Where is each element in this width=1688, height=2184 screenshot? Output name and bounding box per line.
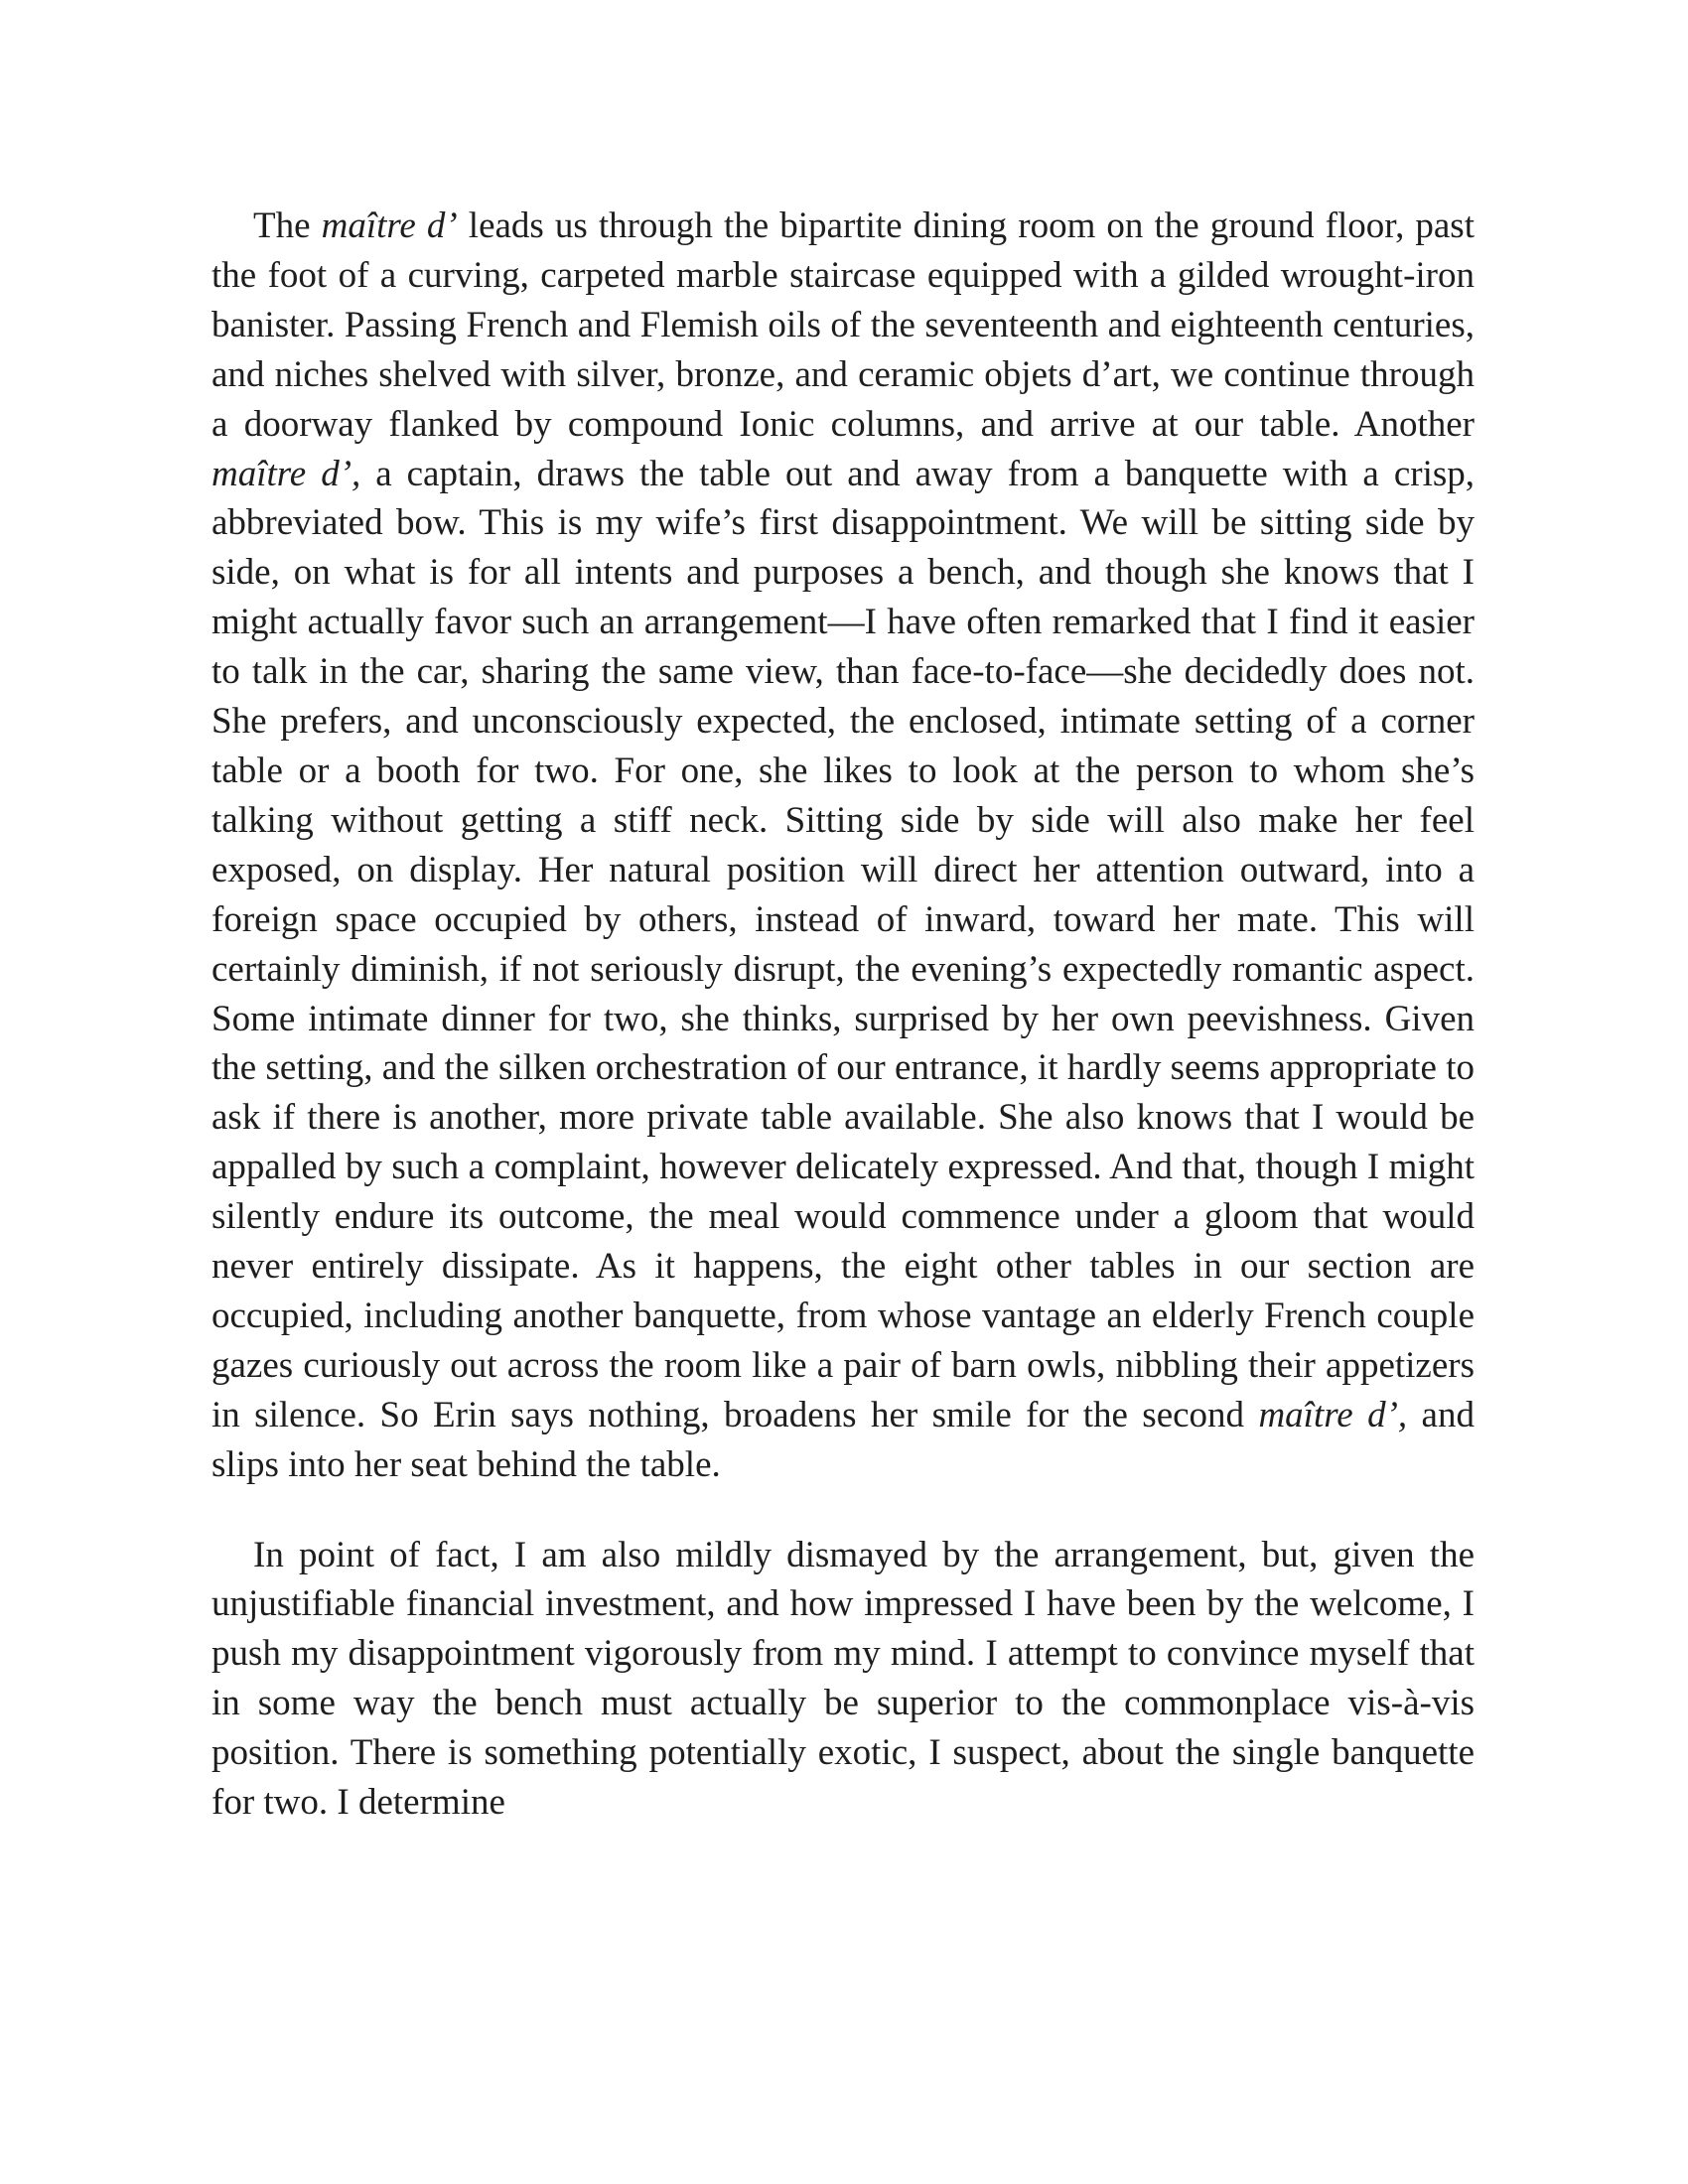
text-run-italic: maître d’,	[1258, 1394, 1408, 1435]
text-run: a captain, draws the table out and away from a banquette with a crisp, abbreviated bow. This is my wife’s first disappointment. We will be sitting side by side, on what is for all intents and purposes a bench, and though she knows that I might actually favor such an arrangement—I have often remarked that I find it easier to talk in the car, sharing the same view, than face-to-face—she decidedly does not. She prefers, and unconsciously expected, the enclosed, intimate setting of a corner table or a booth for two. For one, she likes to look at the person to whom she’s talking without getting a stiff neck. Sitting side by side will also make her feel exposed, on display. Her natural position will direct her attention outward, into a foreign space occupied by others, instead of inward, toward her mate. This will certainly diminish, if not seriously disrupt, the evening’s expectedly romantic aspect. Some intimate dinner for two, she thinks, surprised by her own peevishness. Given the setting, and the silken orchestration of our entrance, it hardly seems appropriate to ask if there is another, more private table available. She also knows that I would be appalled by such a complaint, however delicately expressed. And that, though I might silently endure its outcome, the meal would commence under a gloom that would never entirely dissipate. As it happens, the eight other tables in our section are occupied, including another banquette, from whose vantage an elderly French couple gazes curiously out across the room like a pair of barn owls, nibbling their appetizers in silence. So Erin says nothing, broadens her smile for the second	[211, 453, 1475, 1435]
page-body	[211, 202, 1475, 1828]
text-run: The	[253, 205, 322, 246]
text-run-italic: maître d’,	[211, 453, 361, 494]
paragraph-2	[211, 1531, 1475, 1828]
text-run-italic: maître d’	[321, 205, 458, 246]
text-run: leads us through the bipartite dining room on the ground floor, past the foot of a curving, carpeted marble staircase equipped with a gilded wrought-iron banister. Passing French and Flemish oils of the seventeenth and eighteenth centuries, and niches shelved with silver, bronze, and ceramic objets d’art, we continue through a doorway flanked by compound Ionic columns, and arrive at our table. Another	[211, 205, 1475, 445]
paragraph-1	[211, 202, 1475, 1490]
text-run: and slips into her seat behind the table.	[211, 1394, 1475, 1485]
text-run: In point of fact, I am also mildly dismayed by the arrangement, but, given the unjustifiable financial investment, and how impressed I have been by the welcome, I push my disappointment vigorously from my mind. I attempt to convince myself that in some way the bench must actually be superior to the commonplace vis-à-vis position. There is something potentially exotic, I suspect, about the single banquette for two. I determine	[211, 1534, 1475, 1824]
